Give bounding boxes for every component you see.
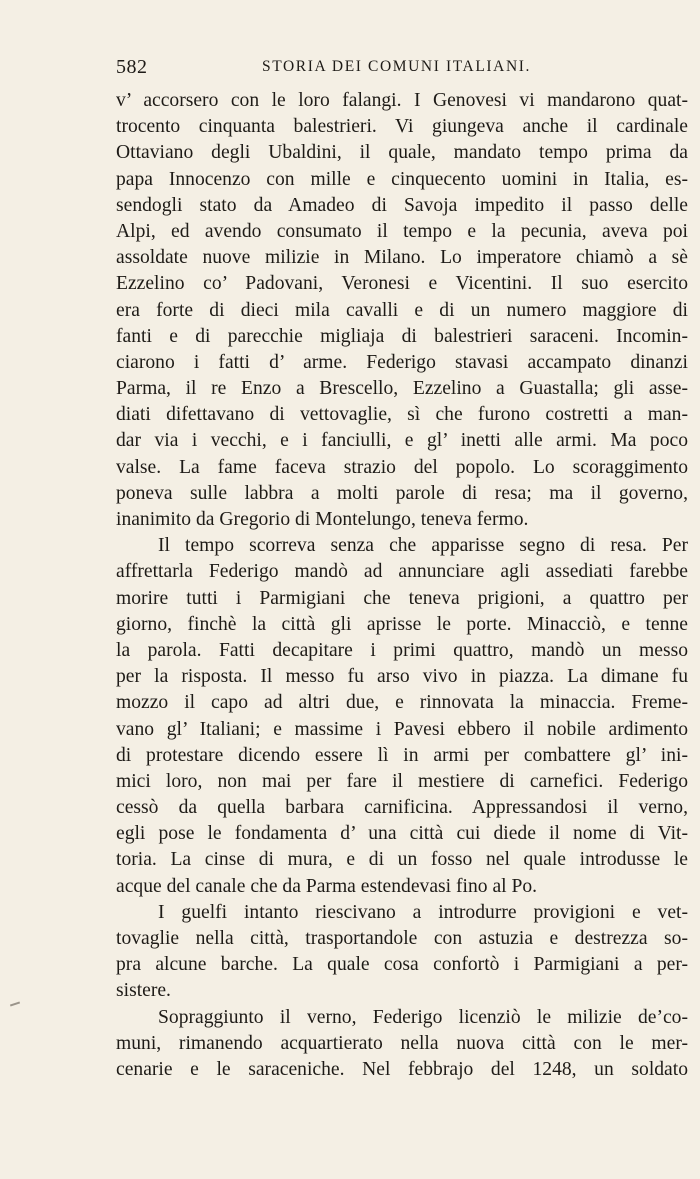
- paragraph-end-line: inanimito da Gregorio di Montelungo, teneva fermo.: [116, 509, 529, 530]
- paragraph-start-line: I guelfi intanto riescivano a introdurre provigioni e vet-: [158, 901, 688, 923]
- text-line: di protestare dicendo essere lì in armi per combattere gl’ ini-: [116, 744, 688, 766]
- text-line: papa Innocenzo con mille e cinquecento uomini in Italia, es-: [116, 168, 688, 190]
- text-line: egli pose le fondamenta d’ una città cui diede il nome di Vit-: [116, 823, 688, 845]
- text-line: muni, rimanendo acquartierato nella nuova città con le mer-: [116, 1032, 688, 1054]
- text-line: Ottaviano degli Ubaldini, il quale, mandato tempo prima da: [116, 142, 688, 164]
- text-line: morire tutti i Parmigiani che teneva prigioni, a quattro per: [116, 587, 688, 609]
- text-line: toria. La cinse di mura, e di un fosso nel quale introdusse le: [116, 849, 688, 871]
- text-line: mici loro, non mai per fare il mestiere di carnefici. Federigo: [116, 770, 688, 792]
- paragraph-start-line: Il tempo scorreva senza che apparisse segno di resa. Per: [158, 535, 688, 557]
- text-line: valse. La fame faceva strazio del popolo. Lo scoraggimento: [116, 456, 688, 478]
- text-line: poneva sulle labbra a molti parole di resa; ma il governo,: [116, 482, 688, 504]
- text-line: mozzo il capo ad altri due, e rinnovata la minaccia. Freme-: [116, 692, 688, 714]
- paragraph-end-line: sistere.: [116, 980, 171, 1002]
- text-line: assoldate nuove milizie in Milano. Lo imperatore chiamò a sè: [116, 247, 688, 269]
- margin-mark: [10, 1002, 20, 1007]
- text-line: Alpi, ed avendo consumato il tempo e la pecunia, aveva poi: [116, 220, 688, 242]
- paragraph-end-line: acque del canale che da Parma estendevasi fino al Po.: [116, 875, 538, 897]
- text-line: era forte di dieci mila cavalli e di un numero maggiore di: [116, 299, 688, 321]
- text-line: dar via i vecchi, e i fanciulli, e gl’ inetti alle armi. Ma poco: [116, 430, 688, 452]
- running-head: [116, 56, 686, 86]
- text-line: Parma, il re Enzo a Brescello, Ezzelino a Guastalla; gli asse-: [116, 378, 688, 400]
- body-text: [116, 88, 688, 1083]
- text-line: trocento cinquanta balestrieri. Vi giungeva anche il cardinale: [116, 116, 688, 138]
- text-line: cenarie e le saraceniche. Nel febbrajo del 1248, un soldato: [116, 1058, 688, 1080]
- text-line: vano gl’ Italiani; e massime i Pavesi ebbero il nobile ardimento: [116, 718, 688, 740]
- page-number: 582: [116, 56, 148, 78]
- text-line: v’ accorsero con le loro falangi. I Genovesi vi mandarono quat-: [116, 90, 688, 111]
- text-line: ciarono i fatti d’ arme. Federigo stavasi accampato dinanzi: [116, 351, 688, 373]
- text-line: giorno, finchè la città gli aprisse le porte. Minacciò, e tenne: [116, 613, 688, 635]
- text-line: tovaglie nella città, trasportandole con astuzia e destrezza so-: [116, 928, 688, 949]
- paragraph-start-line: Sopraggiunto il verno, Federigo licenziò le milizie de’co-: [158, 1006, 688, 1028]
- running-title: STORIA DEI COMUNI ITALIANI.: [262, 58, 531, 75]
- text-line: per la risposta. Il messo fu arso vivo in piazza. La dimane fu: [116, 666, 688, 688]
- text-line: la parola. Fatti decapitare i primi quattro, mandò un messo: [116, 639, 688, 661]
- text-line: diati difettavano di vettovaglie, sì che furono costretti a man-: [116, 404, 688, 426]
- text-line: Ezzelino co’ Padovani, Veronesi e Vicentini. Il suo esercito: [116, 273, 688, 295]
- text-line: sendogli stato da Amadeo di Savoja impedito il passo delle: [116, 194, 688, 216]
- text-line: pra alcune barche. La quale cosa confortò i Parmigiani a per-: [116, 954, 688, 976]
- text-line: affrettarla Federigo mandò ad annunciare agli assediati farebbe: [116, 561, 688, 583]
- text-line: cessò da quella barbara carnificina. Appressandosi il verno,: [116, 797, 688, 819]
- text-line: fanti e di parecchie migliaja di balestrieri saraceni. Incomin-: [116, 325, 688, 347]
